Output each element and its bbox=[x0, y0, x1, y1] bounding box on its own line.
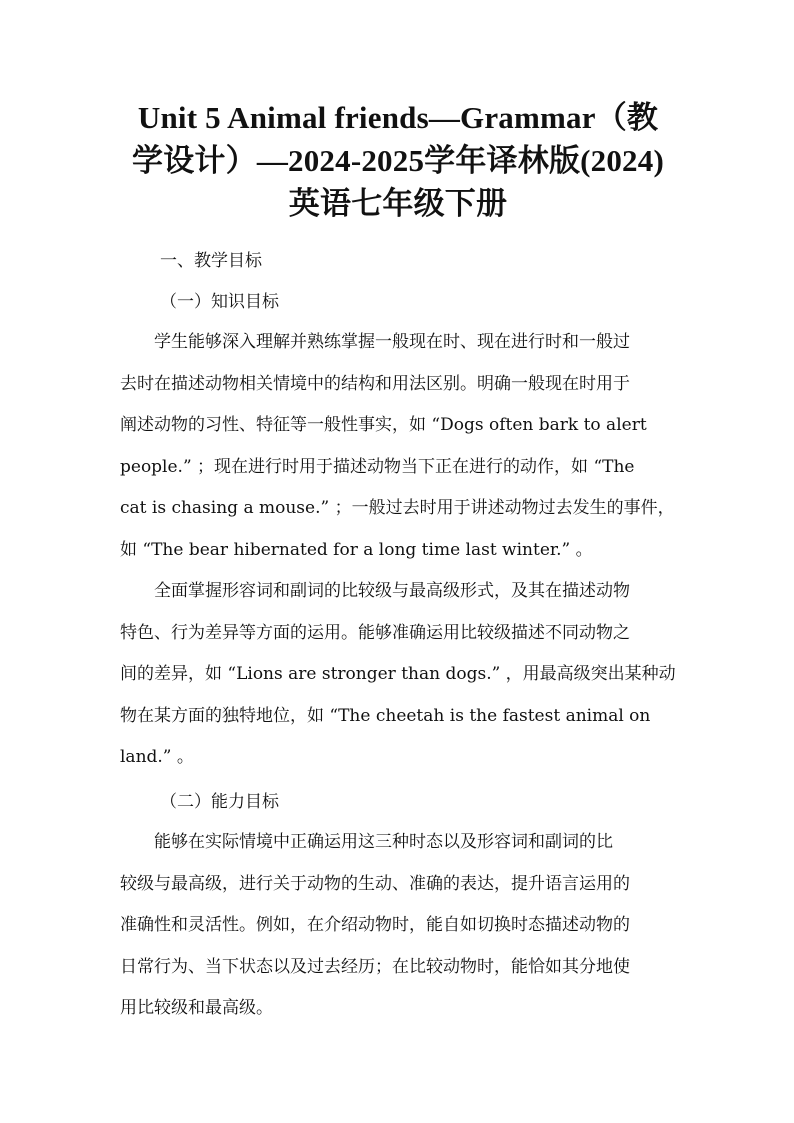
subsection-heading-ability-goals: （二）能力目标 bbox=[160, 792, 279, 812]
paragraph-line: 间的差异，如 “Lions are stronger than dogs.” ，用最高级突出某种动 bbox=[120, 664, 676, 684]
paragraph-line: 日常行为、当下状态以及过去经历；在比较动物时，能恰如其分地使 bbox=[120, 956, 630, 977]
title-line-1: Unit 5 Animal friends—Grammar（教 bbox=[137, 100, 659, 135]
paragraph-line: people.” ；现在进行时用于描述动物当下正在进行的动作，如 “The bbox=[120, 456, 635, 477]
paragraph-line: 去时在描述动物相关情境中的结构和用法区别。明确一般现在时用于 bbox=[120, 373, 630, 394]
title-line-2: 学设计）—2024-2025学年译林版(2024) bbox=[132, 143, 664, 178]
subsection-heading-knowledge-goals: （一）知识目标 bbox=[160, 292, 279, 312]
paragraph-line: 物在某方面的独特地位，如 “The cheetah is the fastest animal on bbox=[120, 705, 651, 726]
paragraph-line: 准确性和灵活性。例如，在介绍动物时，能自如切换时态描述动物的 bbox=[120, 915, 630, 935]
paragraph-line: 特色、行为差异等方面的运用。能够准确运用比较级描述不同动物之 bbox=[120, 622, 630, 643]
paragraph-line: 全面掌握形容词和副词的比较级与最高级形式，及其在描述动物 bbox=[120, 581, 630, 601]
paragraph-line: land.” 。 bbox=[120, 747, 194, 767]
paragraph-ability-goals bbox=[120, 822, 676, 1030]
paragraph-line: 能够在实际情境中正确运用这三种时态以及形容词和副词的比 bbox=[120, 832, 613, 852]
paragraph-line: 用比较级和最高级。 bbox=[120, 998, 273, 1018]
paragraph-line: 学生能够深入理解并熟练掌握一般现在时、现在进行时和一般过 bbox=[120, 332, 630, 352]
paragraph-knowledge-comparatives bbox=[120, 571, 676, 779]
paragraph-line: 较级与最高级，进行关于动物的生动、准确的表达，提升语言运用的 bbox=[120, 873, 630, 894]
paragraph-line: 阐述动物的习性、特征等一般性事实，如 “Dogs often bark to alert bbox=[120, 415, 647, 435]
paragraph-knowledge-tenses bbox=[120, 322, 676, 571]
section-heading-teaching-goals: 一、教学目标 bbox=[160, 251, 262, 271]
paragraph-line: 如 “The bear hibernated for a long time last winter.” 。 bbox=[120, 539, 593, 560]
paragraph-line: cat is chasing a mouse.” ；一般过去时用于讲述动物过去发生的事件， bbox=[120, 498, 675, 518]
title-line-3: 英语七年级下册 bbox=[288, 186, 508, 221]
document-title bbox=[110, 96, 686, 225]
